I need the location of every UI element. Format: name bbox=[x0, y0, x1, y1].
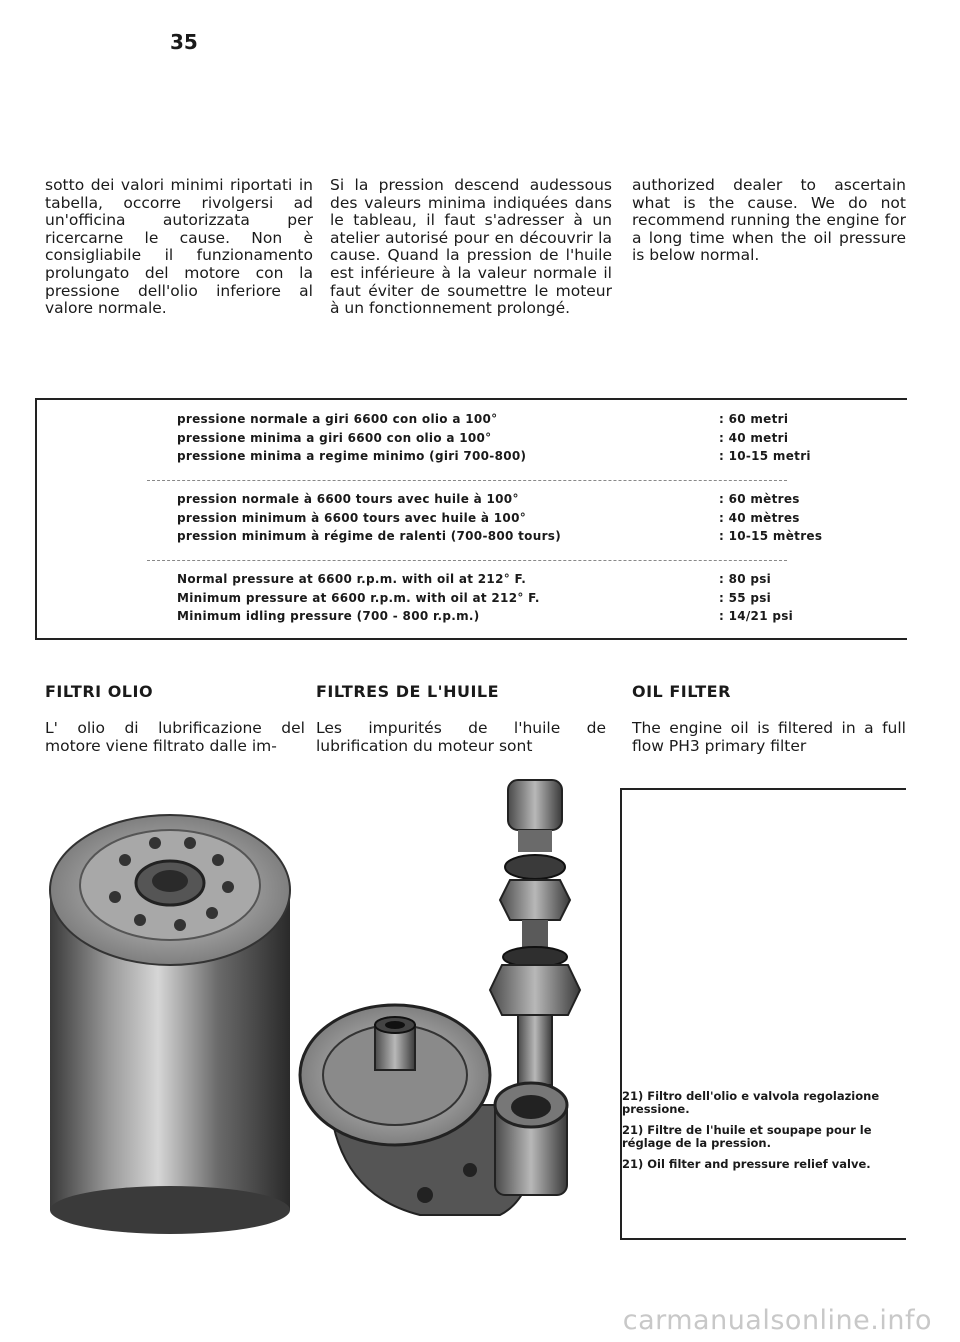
intro-text-italian bbox=[45, 177, 313, 318]
pressure-label: pression minimum à 6600 tours avec huile à 100° bbox=[177, 510, 527, 525]
figure-captions bbox=[622, 1090, 890, 1179]
table-divider bbox=[147, 480, 787, 481]
pressure-value: : 80 psi bbox=[719, 572, 772, 586]
pressure-row bbox=[177, 492, 897, 511]
pressure-value: : 55 psi bbox=[719, 590, 772, 605]
oil-filter-photo bbox=[40, 775, 610, 1245]
pressure-label: pressione minima a giri 6600 con olio a 100° bbox=[177, 430, 492, 445]
watermark: carmanualsonline.info bbox=[622, 1305, 932, 1336]
pressure-label: pressione normale a giri 6600 con olio a 100° bbox=[177, 412, 498, 426]
intro-text-english bbox=[632, 177, 906, 265]
pressure-value: : 10-15 metri bbox=[719, 449, 811, 463]
section-heading-italian: FILTRI OLIO bbox=[45, 682, 154, 701]
pressure-label: pression minimum à régime de ralenti (700-800 tours) bbox=[177, 529, 562, 543]
pressure-label: Minimum idling pressure (700 - 800 r.p.m.) bbox=[177, 609, 480, 623]
filter-text-french: Les impurités de l'huile de lubrification du moteur sont bbox=[316, 719, 606, 755]
pressure-label: pression normale à 6600 tours avec huile à 100° bbox=[177, 492, 519, 506]
pressure-value: : 60 mètres bbox=[719, 492, 800, 506]
intro-paragraph-it: sotto dei valori minimi riportati in tabella, occorre rivolgersi ad un'officina autorizzata per ricercarne le cause. Non è consigliabile il funzionamento prolungato del motore con la pressione dell'olio inferiore al valore normale. bbox=[45, 176, 313, 318]
oil-pressure-table bbox=[35, 398, 907, 640]
pressure-value: : 14/21 psi bbox=[719, 609, 794, 623]
pressure-row bbox=[177, 572, 897, 591]
pressure-value: : 10-15 mètres bbox=[719, 529, 823, 543]
pressure-value: : 40 metri bbox=[719, 430, 789, 445]
pressure-row bbox=[177, 591, 897, 610]
pressure-value: : 60 metri bbox=[719, 412, 789, 426]
figure-caption-box bbox=[620, 788, 906, 1240]
pressure-row bbox=[177, 431, 897, 450]
pressure-row bbox=[177, 529, 897, 548]
pressure-row bbox=[177, 609, 897, 628]
pressure-row bbox=[177, 412, 897, 431]
pressure-label: Normal pressure at 6600 r.p.m. with oil at 212° F. bbox=[177, 572, 527, 586]
intro-paragraph-fr: Si la pression descend audessous des valeurs minima indiquées dans le tableau, il faut s'adresser à un atelier autorisé pour en découvrir la cause. Quand la pression de l'huile est inférieure à la valeur normale il faut éviter de soumettre le moteur à un fonctionnement prolongé. bbox=[330, 176, 612, 318]
relief-valve-parts bbox=[490, 780, 580, 1085]
pressure-row bbox=[177, 511, 897, 530]
intro-text-french bbox=[330, 177, 612, 318]
page-number: 35 bbox=[170, 30, 198, 54]
pressure-group-french bbox=[177, 492, 897, 548]
caption-french: 21) Filtre de l'huile et soupape pour le réglage de la pression. bbox=[622, 1123, 872, 1150]
caption-english: 21) Oil filter and pressure relief valve. bbox=[622, 1157, 871, 1171]
pressure-value: : 40 mètres bbox=[719, 510, 800, 525]
intro-paragraph-en: authorized dealer to ascertain what is the cause. We do not recommend running the engine for a long time when the oil pressure is below normal. bbox=[632, 176, 906, 265]
pressure-label: pressione minima a regime minimo (giri 700-800) bbox=[177, 449, 527, 463]
section-heading-english: OIL FILTER bbox=[632, 682, 731, 701]
pressure-label: Minimum pressure at 6600 r.p.m. with oil at 212° F. bbox=[177, 590, 540, 605]
pressure-group-italian bbox=[177, 412, 897, 468]
filter-canister bbox=[50, 815, 290, 1234]
section-heading-french: FILTRES DE L'HUILE bbox=[316, 682, 500, 701]
table-divider bbox=[147, 560, 787, 561]
pressure-group-english bbox=[177, 572, 897, 628]
filter-text-italian: L' olio di lubrificazione del motore viene filtrato dalle im- bbox=[45, 719, 305, 755]
pressure-row bbox=[177, 449, 897, 468]
filter-text-english: The engine oil is filtered in a full flow PH3 primary filter bbox=[632, 719, 906, 755]
caption-italian: 21) Filtro dell'olio e valvola regolazione pressione. bbox=[622, 1089, 880, 1116]
